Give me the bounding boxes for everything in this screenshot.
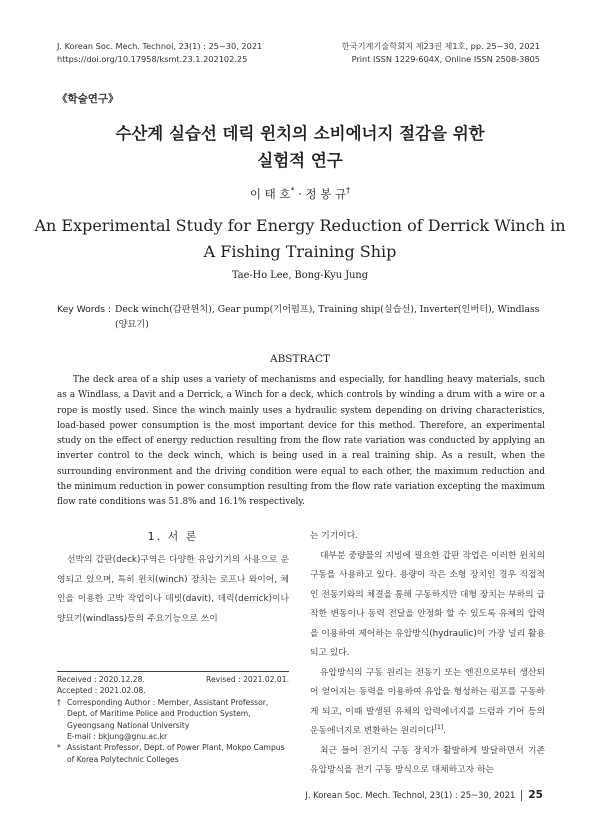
accepted-date: Accepted : 2021.02.08. xyxy=(57,686,146,696)
running-header-right xyxy=(342,40,540,66)
title-korean-line2: 실험적 연구 xyxy=(257,151,343,170)
intro-column-right xyxy=(310,527,545,781)
footnote-divider xyxy=(57,671,289,672)
authors-korean xyxy=(0,186,600,202)
keywords-label: Key Words : xyxy=(57,304,111,315)
journal-citation-korean: 한국기계기술학회지 제23권 제1호, pp. 25~30, 2021 xyxy=(341,41,540,51)
intro-paragraph-left: 선박의 갑판(deck)구역은 다양한 유압기기의 사용으로 운영되고 있으며, 특히 윈치(winch) 장치는 로프나 와이어, 체인을 이용한 고박 작업이나 데빗(davit), 데릭(derrick)이나 양묘기(windlass)등의 주요기능으로 쓰이 xyxy=(57,555,289,624)
author-1-name: 이 태 호 xyxy=(249,187,291,201)
author-separator: · xyxy=(294,187,306,201)
title-english-line1: An Experimental Study for Energy Reduction of Derrick Winch in xyxy=(34,216,566,235)
intro-paragraph-4: 최근 들어 전기식 구동 장치가 활발하게 발달하면서 기존 유압방식을 전기 구동 방식으로 대체하고자 하는 xyxy=(310,745,545,775)
corresponding-author-note xyxy=(57,697,289,731)
footnotes xyxy=(57,674,289,765)
corresponding-email[interactable]: E-mail : bkjung@gnu.ac.kr xyxy=(67,732,168,742)
footnote-dates xyxy=(57,674,289,685)
title-english-line2: A Fishing Training Ship xyxy=(203,242,397,261)
dagger-mark: † xyxy=(57,697,61,707)
author-2-name: 정 봉 규 xyxy=(305,187,347,201)
intro-paragraph-3 xyxy=(310,664,545,742)
keywords-list: Deck winch(갑판윈치), Gear pump(기어펌프), Training ship(실습선), Inverter(인버터), Windlass (양묘기) xyxy=(115,304,540,330)
running-footer xyxy=(305,789,543,801)
section-heading-introduction: 1. 서 론 xyxy=(147,530,199,543)
asterisk-mark: * xyxy=(57,743,61,753)
received-date: Received : 2020.12.28. xyxy=(57,675,145,684)
footer-divider xyxy=(521,790,522,801)
authors-english: Tae-Ho Lee, Bong-Kyu Jung xyxy=(231,270,369,281)
reference-citation-1[interactable]: [1] xyxy=(434,724,444,732)
intro-paragraph-2: 대부분 중량물의 지빙에 필요한 갑판 작업은 이러한 윈치의 구동을 사용하고 있다. 용량이 작은 소형 장치인 경우 직접적인 전동기와의 체결을 통해 구동하지만 대형 장치는 부하의 급작한 변동이나 동력 전달을 안정화 할 수 있도록 유체의 압력을 이용하여 제어하는 유압방식(hydraulic)이 가장 널리 활용되고 있다. xyxy=(310,550,545,658)
intro-paragraph-continuation: 는 기기이다. xyxy=(310,531,359,541)
page-number: 25 xyxy=(528,789,543,801)
coauthor-note xyxy=(57,742,289,765)
email-note xyxy=(57,731,289,742)
article-type-label: 《학술연구》 xyxy=(57,93,119,105)
running-header-left xyxy=(57,40,262,66)
intro-paragraph-3-text: 유압방식의 구동 원리는 전동기 또는 엔진으로부터 생산되어 얻어지는 동력을 이용하여 유압을 형성하는 펌프를 구동하게 되고, 이때 발생된 유체의 압력에너지를 드럼과 기어 등의 운동에너지로 변환하는 원리이다 xyxy=(310,667,545,736)
title-korean xyxy=(0,120,600,174)
author-1-mark: * xyxy=(290,186,295,196)
journal-citation: J. Korean Soc. Mech. Technol, 23(1) : 25~30, 2021 xyxy=(57,41,263,51)
revised-date: Revised : 2021.02.01. xyxy=(206,675,289,684)
title-korean-line1: 수산계 실습선 데릭 윈치의 소비에너지 절감을 위한 xyxy=(115,124,485,143)
footer-citation: J. Korean Soc. Mech. Technol, 23(1) : 25~30, 2021 xyxy=(305,790,516,800)
keywords xyxy=(57,302,547,332)
corresponding-author-text: Corresponding Author : Member, Assistant Professor, Dept. of Maritime Police and Production System, Gyeongsang National University xyxy=(67,697,269,730)
title-english xyxy=(0,213,600,265)
abstract-heading: ABSTRACT xyxy=(269,353,331,365)
coauthor-text: Assistant Professor, Dept. of Power Plant, Mokpo Campus of Korea Polytechnic Colleges xyxy=(67,743,285,764)
intro-paragraph-3-end: . xyxy=(443,726,447,736)
abstract-text: The deck area of a ship uses a variety of mechanisms and especially, for handling heavy materials, such as a Windlass, a Davit and a Derrick, a Winch for a deck, which controls by winding a drum with a wire or a rope is mostly used. Since the winch mainly uses a hydraulic system depending on driving characteristics, load-based power consumption is the most important device for this method. Therefore, an experimental study on the effect of energy reduction resulting from the flow rate variation was conducted by applying an inverter control to the deck winch, which is being used in a real training ship. As a result, when the surrounding environment and the driving condition were equal to each other, the maximum reduction and the minimum reduction in power consumption resulting from the flow rate variation excepting the maximum flow rate conditions was 51.8% and 16.1% respectively. xyxy=(57,375,545,508)
doi-link[interactable]: https://doi.org/10.17958/ksmt.23.1.202102.25 xyxy=(57,54,248,64)
author-2-mark: † xyxy=(346,186,351,196)
issn-info: Print ISSN 1229-604X, Online ISSN 2508-3805 xyxy=(351,54,540,64)
